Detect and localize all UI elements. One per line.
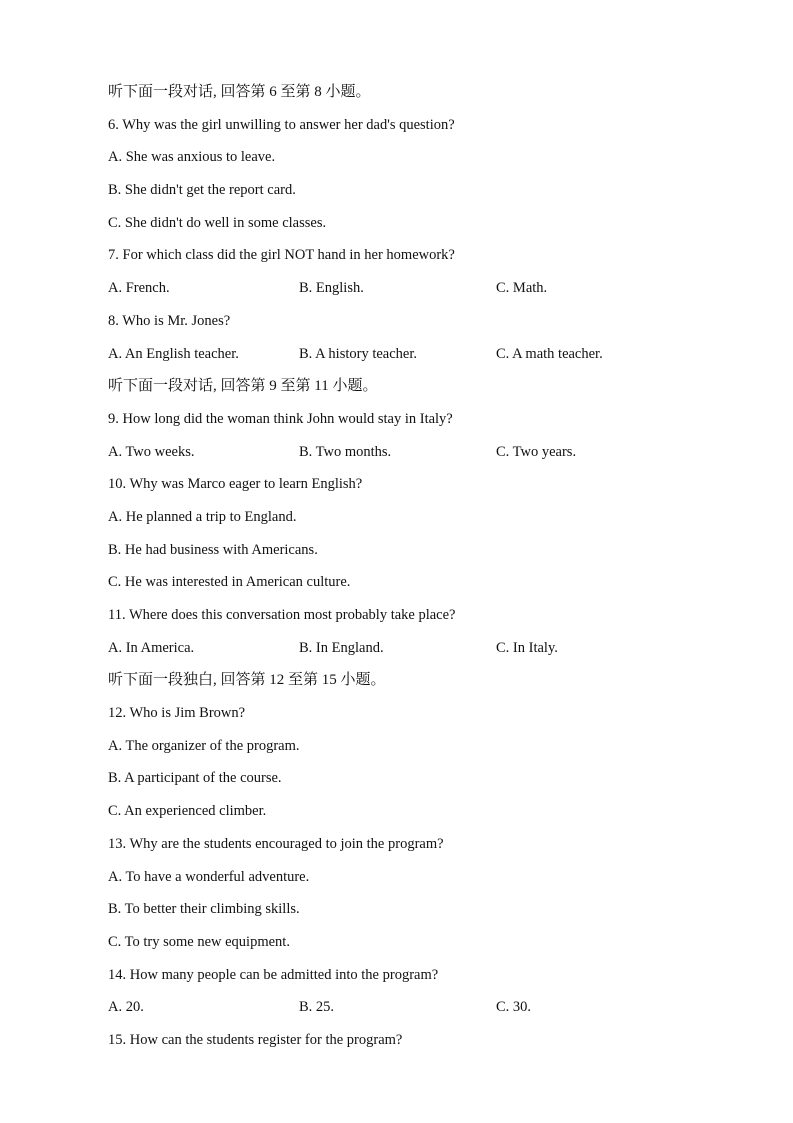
question-stem: 12. Who is Jim Brown? — [108, 705, 246, 722]
options-row — [108, 338, 728, 371]
options-row — [108, 991, 728, 1024]
answer-option: B. A participant of the course. — [108, 770, 282, 787]
section-heading: 听下面一段对话, 回答第 9 至第 11 小题。 — [108, 378, 378, 395]
answer-option: C. She didn't do well in some classes. — [108, 214, 327, 231]
exam-page — [108, 76, 728, 1057]
answer-option: A. He planned a trip to England. — [108, 508, 297, 525]
answer-option: B. 25. — [299, 999, 335, 1016]
question-stem: 13. Why are the students encouraged to join the program? — [108, 835, 444, 852]
answer-option: A. Two weeks. — [108, 443, 195, 460]
answer-option: C. An experienced climber. — [108, 803, 267, 820]
answer-option: B. She didn't get the report card. — [108, 182, 296, 199]
question-stem: 8. Who is Mr. Jones? — [108, 312, 231, 329]
answer-option: C. 30. — [496, 999, 532, 1016]
answer-option: A. An English teacher. — [108, 345, 239, 362]
question-stem: 11. Where does this conversation most probably take place? — [108, 607, 456, 623]
answer-option: C. Math. — [496, 280, 548, 297]
answer-option: B. To better their climbing skills. — [108, 901, 300, 918]
question-stem: 6. Why was the girl unwilling to answer her dad's question? — [108, 116, 455, 133]
options-row — [108, 272, 728, 305]
options-row — [108, 632, 728, 665]
question-stem: 14. How many people can be admitted into the program? — [108, 966, 439, 983]
answer-option: B. He had business with Americans. — [108, 541, 318, 558]
answer-option: C. To try some new equipment. — [108, 933, 290, 950]
question-stem: 7. For which class did the girl NOT hand in her homework? — [108, 247, 455, 264]
answer-option: B. In England. — [299, 639, 384, 656]
answer-option: B. English. — [299, 280, 364, 297]
question-stem: 10. Why was Marco eager to learn English? — [108, 476, 363, 493]
answer-option: C. In Italy. — [496, 639, 558, 656]
question-stem: 15. How can the students register for the program? — [108, 1031, 403, 1048]
answer-option: A. The organizer of the program. — [108, 737, 300, 754]
answer-option: C. He was interested in American culture. — [108, 574, 351, 591]
answer-option: B. A history teacher. — [299, 345, 417, 362]
answer-option: A. She was anxious to leave. — [108, 149, 276, 166]
answer-option: C. A math teacher. — [496, 345, 603, 362]
options-row — [108, 436, 728, 469]
answer-option: A. To have a wonderful adventure. — [108, 868, 310, 885]
answer-option: A. 20. — [108, 999, 144, 1016]
answer-option: A. In America. — [108, 639, 195, 656]
section-heading: 听下面一段对话, 回答第 6 至第 8 小题。 — [108, 84, 371, 100]
answer-option: A. French. — [108, 280, 170, 297]
answer-option: B. Two months. — [299, 443, 392, 460]
answer-option: C. Two years. — [496, 443, 577, 460]
question-stem: 9. How long did the woman think John would stay in Italy? — [108, 410, 453, 427]
section-heading: 听下面一段独白, 回答第 12 至第 15 小题。 — [108, 672, 386, 689]
